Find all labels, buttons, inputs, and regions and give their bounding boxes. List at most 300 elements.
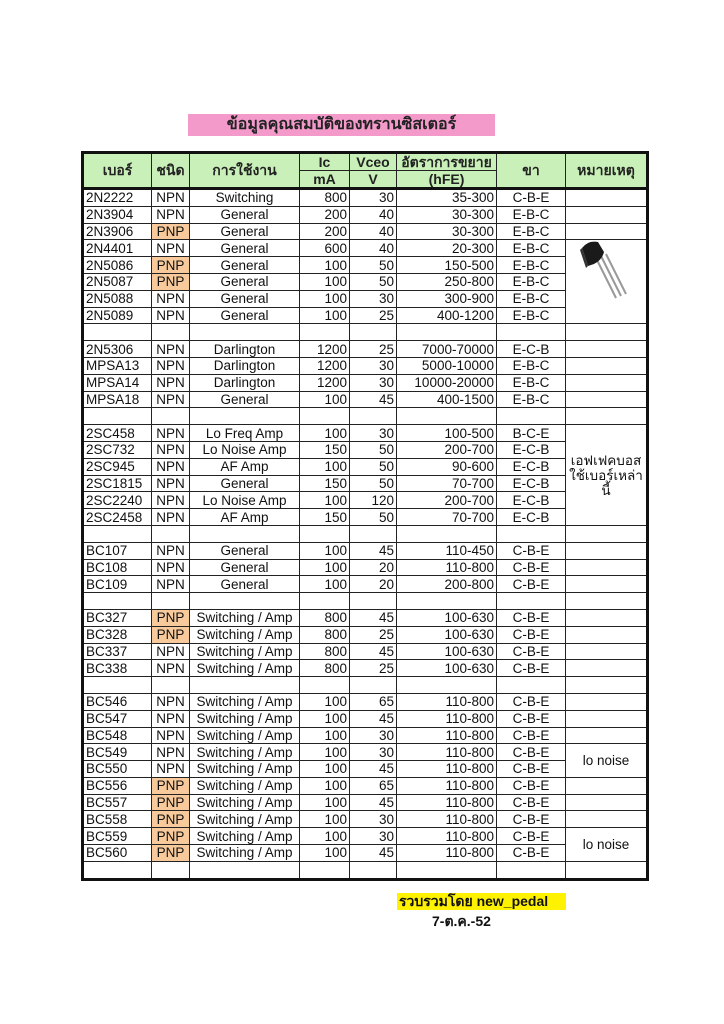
pins-cell: C-B-E <box>497 828 566 845</box>
ic-cell: 100 <box>300 794 350 811</box>
hfe-cell: 90-600 <box>397 458 497 475</box>
part-number-cell: 2N3906 <box>83 223 152 240</box>
empty-cell <box>152 408 190 425</box>
remark-cell <box>566 811 648 828</box>
usage-cell: Switching / Amp <box>190 761 300 778</box>
ic-cell: 100 <box>300 845 350 862</box>
header-usage: การใช้งาน <box>190 153 300 189</box>
part-number-cell: BC107 <box>83 542 152 559</box>
part-number-cell: 2SC2240 <box>83 492 152 509</box>
vceo-cell: 45 <box>350 761 397 778</box>
usage-cell: General <box>190 391 300 408</box>
part-number-cell: 2SC1815 <box>83 475 152 492</box>
header-type: ชนิด <box>152 153 190 189</box>
table-row <box>83 240 648 257</box>
empty-cell <box>83 525 152 542</box>
hfe-cell: 110-800 <box>397 761 497 778</box>
empty-cell <box>350 677 397 694</box>
pins-cell: E-B-C <box>497 223 566 240</box>
pins-cell: E-C-B <box>497 458 566 475</box>
header-vceo: Vceo <box>350 153 397 171</box>
credit-label: รวบรวมโดย new_pedal <box>397 893 566 910</box>
empty-cell <box>190 408 300 425</box>
usage-cell: AF Amp <box>190 458 300 475</box>
vceo-cell: 45 <box>350 794 397 811</box>
usage-cell: Switching / Amp <box>190 727 300 744</box>
blank-row <box>83 677 648 694</box>
empty-cell <box>397 408 497 425</box>
table-row <box>83 441 648 458</box>
part-number-cell: MPSA13 <box>83 357 152 374</box>
table-row <box>83 542 648 559</box>
empty-cell <box>190 324 300 341</box>
empty-cell <box>350 525 397 542</box>
table-body <box>83 189 648 880</box>
type-cell: NPN <box>152 391 190 408</box>
empty-cell <box>566 324 648 341</box>
part-number-cell: 2N5087 <box>83 273 152 290</box>
empty-cell <box>350 861 397 879</box>
vceo-cell: 50 <box>350 475 397 492</box>
hfe-cell: 110-800 <box>397 845 497 862</box>
type-cell: PNP <box>152 626 190 643</box>
ic-cell: 100 <box>300 727 350 744</box>
remark-cell <box>566 777 648 794</box>
remark-cell <box>566 206 648 223</box>
type-cell: NPN <box>152 492 190 509</box>
type-cell: NPN <box>152 693 190 710</box>
usage-cell: Switching / Amp <box>190 626 300 643</box>
type-cell: NPN <box>152 660 190 677</box>
table-row <box>83 710 648 727</box>
ic-cell: 800 <box>300 626 350 643</box>
hfe-cell: 110-800 <box>397 777 497 794</box>
pins-cell: C-B-E <box>497 710 566 727</box>
transistor-icon <box>574 238 634 304</box>
ic-cell: 100 <box>300 290 350 307</box>
empty-cell <box>497 593 566 610</box>
pins-cell: C-B-E <box>497 761 566 778</box>
type-cell: NPN <box>152 761 190 778</box>
ic-cell: 1200 <box>300 357 350 374</box>
table-row <box>83 374 648 391</box>
empty-cell <box>350 324 397 341</box>
remark-cell <box>566 660 648 677</box>
header-remark: หมายเหตุ <box>566 153 648 189</box>
usage-cell: Switching / Amp <box>190 794 300 811</box>
ic-cell: 800 <box>300 660 350 677</box>
ic-cell: 1200 <box>300 374 350 391</box>
part-number-cell: BC327 <box>83 609 152 626</box>
blank-row <box>83 525 648 542</box>
remark-cell <box>566 710 648 727</box>
remark-cell <box>566 542 648 559</box>
type-cell: PNP <box>152 273 190 290</box>
ic-cell: 800 <box>300 189 350 207</box>
pins-cell: E-B-C <box>497 307 566 324</box>
vceo-cell: 30 <box>350 374 397 391</box>
pins-cell: C-B-E <box>497 542 566 559</box>
usage-cell: Lo Freq Amp <box>190 425 300 442</box>
ic-cell: 150 <box>300 509 350 526</box>
usage-cell: Lo Noise Amp <box>190 441 300 458</box>
ic-cell: 800 <box>300 643 350 660</box>
usage-cell: Lo Noise Amp <box>190 492 300 509</box>
hfe-cell: 110-800 <box>397 794 497 811</box>
usage-cell: Switching / Amp <box>190 693 300 710</box>
pins-cell: C-B-E <box>497 576 566 593</box>
hfe-cell: 30-300 <box>397 206 497 223</box>
vceo-cell: 40 <box>350 206 397 223</box>
pins-cell: C-B-E <box>497 189 566 207</box>
vceo-cell: 45 <box>350 609 397 626</box>
hfe-cell: 200-700 <box>397 492 497 509</box>
remark-cell <box>566 626 648 643</box>
empty-cell <box>566 677 648 694</box>
usage-cell: Darlington <box>190 341 300 358</box>
table-row <box>83 475 648 492</box>
type-cell: PNP <box>152 828 190 845</box>
remark-cell <box>566 374 648 391</box>
empty-cell <box>566 593 648 610</box>
ic-cell: 100 <box>300 307 350 324</box>
part-number-cell: BC556 <box>83 777 152 794</box>
type-cell: NPN <box>152 357 190 374</box>
hfe-cell: 70-700 <box>397 475 497 492</box>
vceo-cell: 45 <box>350 643 397 660</box>
hfe-cell: 110-800 <box>397 559 497 576</box>
table-row <box>83 845 648 862</box>
usage-cell: General <box>190 206 300 223</box>
hfe-cell: 100-500 <box>397 425 497 442</box>
part-number-cell: BC546 <box>83 693 152 710</box>
empty-cell <box>350 593 397 610</box>
table-row <box>83 425 648 442</box>
part-number-cell: BC548 <box>83 727 152 744</box>
usage-cell: Switching / Amp <box>190 845 300 862</box>
table-row <box>83 458 648 475</box>
empty-cell <box>300 593 350 610</box>
empty-cell <box>300 408 350 425</box>
remark-cell <box>566 643 648 660</box>
ic-cell: 100 <box>300 710 350 727</box>
header-ic-unit: mA <box>300 171 350 189</box>
vceo-cell: 20 <box>350 559 397 576</box>
vceo-cell: 45 <box>350 542 397 559</box>
hfe-cell: 110-800 <box>397 811 497 828</box>
type-cell: NPN <box>152 576 190 593</box>
vceo-cell: 50 <box>350 441 397 458</box>
empty-cell <box>566 408 648 425</box>
usage-cell: Switching / Amp <box>190 811 300 828</box>
empty-cell <box>566 861 648 879</box>
type-cell: NPN <box>152 307 190 324</box>
table-row <box>83 223 648 240</box>
usage-cell: General <box>190 576 300 593</box>
table-row <box>83 626 648 643</box>
empty-cell <box>83 593 152 610</box>
blank-row <box>83 324 648 341</box>
remark-effects: เอฟเฟคบอส ใช้เบอร์เหล่านี้ <box>566 425 648 526</box>
usage-cell: General <box>190 273 300 290</box>
ic-cell: 800 <box>300 609 350 626</box>
ic-cell: 100 <box>300 425 350 442</box>
hfe-cell: 400-1200 <box>397 307 497 324</box>
part-number-cell: BC549 <box>83 744 152 761</box>
pins-cell: C-B-E <box>497 794 566 811</box>
hfe-cell: 100-630 <box>397 660 497 677</box>
ic-cell: 100 <box>300 542 350 559</box>
table-row <box>83 609 648 626</box>
hfe-cell: 300-900 <box>397 290 497 307</box>
part-number-cell: BC550 <box>83 761 152 778</box>
remark-cell <box>566 727 648 744</box>
hfe-cell: 30-300 <box>397 223 497 240</box>
empty-cell <box>190 593 300 610</box>
empty-cell <box>497 324 566 341</box>
empty-cell <box>397 593 497 610</box>
vceo-cell: 25 <box>350 307 397 324</box>
blank-row <box>83 861 648 879</box>
ic-cell: 100 <box>300 576 350 593</box>
empty-cell <box>497 408 566 425</box>
vceo-cell: 30 <box>350 189 397 207</box>
table-row <box>83 492 648 509</box>
empty-cell <box>190 525 300 542</box>
empty-cell <box>397 677 497 694</box>
ic-cell: 100 <box>300 777 350 794</box>
pins-cell: E-C-B <box>497 475 566 492</box>
empty-cell <box>300 525 350 542</box>
type-cell: PNP <box>152 223 190 240</box>
hfe-cell: 150-500 <box>397 257 497 274</box>
blank-row <box>83 408 648 425</box>
table-row <box>83 828 648 845</box>
part-number-cell: 2N5089 <box>83 307 152 324</box>
ic-cell: 600 <box>300 240 350 257</box>
pins-cell: C-B-E <box>497 744 566 761</box>
type-cell: NPN <box>152 374 190 391</box>
pins-cell: C-B-E <box>497 609 566 626</box>
vceo-cell: 45 <box>350 845 397 862</box>
table-row <box>83 693 648 710</box>
hfe-cell: 200-800 <box>397 576 497 593</box>
pins-cell: E-B-C <box>497 240 566 257</box>
table-row <box>83 727 648 744</box>
table-row <box>83 290 648 307</box>
remark-cell <box>566 609 648 626</box>
empty-cell <box>497 677 566 694</box>
pins-cell: E-C-B <box>497 441 566 458</box>
usage-cell: General <box>190 240 300 257</box>
remark-cell <box>566 794 648 811</box>
empty-cell <box>566 525 648 542</box>
part-number-cell: BC557 <box>83 794 152 811</box>
hfe-cell: 400-1500 <box>397 391 497 408</box>
table-row <box>83 307 648 324</box>
vceo-cell: 30 <box>350 828 397 845</box>
hfe-cell: 200-700 <box>397 441 497 458</box>
pins-cell: C-B-E <box>497 693 566 710</box>
pins-cell: E-B-C <box>497 391 566 408</box>
pins-cell: E-B-C <box>497 374 566 391</box>
type-cell: NPN <box>152 542 190 559</box>
header-gain-unit: (hFE) <box>397 171 497 189</box>
type-cell: NPN <box>152 425 190 442</box>
part-number-cell: MPSA14 <box>83 374 152 391</box>
remark-cell <box>566 357 648 374</box>
hfe-cell: 110-800 <box>397 744 497 761</box>
type-cell: NPN <box>152 559 190 576</box>
vceo-cell: 50 <box>350 458 397 475</box>
vceo-cell: 30 <box>350 727 397 744</box>
part-number-cell: 2N5306 <box>83 341 152 358</box>
hfe-cell: 7000-70000 <box>397 341 497 358</box>
usage-cell: General <box>190 257 300 274</box>
vceo-cell: 25 <box>350 660 397 677</box>
vceo-cell: 30 <box>350 744 397 761</box>
header-gain: อัตราการขยาย <box>397 153 497 171</box>
table-row <box>83 273 648 290</box>
part-number-cell: 2SC945 <box>83 458 152 475</box>
ic-cell: 100 <box>300 828 350 845</box>
vceo-cell: 65 <box>350 693 397 710</box>
table-row <box>83 206 648 223</box>
part-number-cell: BC547 <box>83 710 152 727</box>
vceo-cell: 65 <box>350 777 397 794</box>
remark-cell <box>566 576 648 593</box>
part-number-cell: BC558 <box>83 811 152 828</box>
part-number-cell: BC338 <box>83 660 152 677</box>
part-number-cell: BC560 <box>83 845 152 862</box>
hfe-cell: 110-800 <box>397 727 497 744</box>
type-cell: NPN <box>152 206 190 223</box>
usage-cell: Switching <box>190 189 300 207</box>
empty-cell <box>350 408 397 425</box>
ic-cell: 100 <box>300 492 350 509</box>
ic-cell: 100 <box>300 559 350 576</box>
part-number-cell: 2N5086 <box>83 257 152 274</box>
hfe-cell: 70-700 <box>397 509 497 526</box>
part-number-cell: 2SC458 <box>83 425 152 442</box>
table-row <box>83 660 648 677</box>
ic-cell: 200 <box>300 223 350 240</box>
table-row <box>83 357 648 374</box>
table-row <box>83 189 648 207</box>
empty-cell <box>83 677 152 694</box>
empty-cell <box>83 861 152 879</box>
remark-cell <box>566 391 648 408</box>
empty-cell <box>397 861 497 879</box>
page-title: ข้อมูลคุณสมบัติของทรานซิสเตอร์ <box>188 114 495 136</box>
pins-cell: C-B-E <box>497 559 566 576</box>
type-cell: NPN <box>152 710 190 727</box>
type-cell: NPN <box>152 458 190 475</box>
empty-cell <box>152 861 190 879</box>
hfe-cell: 110-800 <box>397 828 497 845</box>
part-number-cell: 2N3904 <box>83 206 152 223</box>
ic-cell: 100 <box>300 693 350 710</box>
vceo-cell: 50 <box>350 509 397 526</box>
table-row <box>83 576 648 593</box>
empty-cell <box>152 525 190 542</box>
remark-lo-noise-npn: lo noise <box>566 744 648 778</box>
type-cell: NPN <box>152 441 190 458</box>
usage-cell: General <box>190 290 300 307</box>
usage-cell: Switching / Amp <box>190 643 300 660</box>
ic-cell: 100 <box>300 257 350 274</box>
ic-cell: 200 <box>300 206 350 223</box>
usage-cell: Switching / Amp <box>190 777 300 794</box>
type-cell: NPN <box>152 290 190 307</box>
pins-cell: C-B-E <box>497 643 566 660</box>
vceo-cell: 30 <box>350 425 397 442</box>
vceo-cell: 25 <box>350 626 397 643</box>
header-number: เบอร์ <box>83 153 152 189</box>
vceo-cell: 45 <box>350 710 397 727</box>
hfe-cell: 100-630 <box>397 609 497 626</box>
vceo-cell: 30 <box>350 357 397 374</box>
empty-cell <box>300 324 350 341</box>
table-row <box>83 643 648 660</box>
pins-cell: C-B-E <box>497 845 566 862</box>
ic-cell: 100 <box>300 273 350 290</box>
part-number-cell: 2N2222 <box>83 189 152 207</box>
usage-cell: Switching / Amp <box>190 744 300 761</box>
part-number-cell: 2N5088 <box>83 290 152 307</box>
hfe-cell: 100-630 <box>397 643 497 660</box>
table-row <box>83 341 648 358</box>
type-cell: PNP <box>152 811 190 828</box>
usage-cell: Darlington <box>190 357 300 374</box>
part-number-cell: 2N4401 <box>83 240 152 257</box>
type-cell: NPN <box>152 240 190 257</box>
pins-cell: E-B-C <box>497 257 566 274</box>
pins-cell: E-B-C <box>497 206 566 223</box>
pins-cell: E-B-C <box>497 273 566 290</box>
table-row <box>83 744 648 761</box>
empty-cell <box>190 677 300 694</box>
hfe-cell: 5000-10000 <box>397 357 497 374</box>
empty-cell <box>152 324 190 341</box>
blank-row <box>83 593 648 610</box>
type-cell: PNP <box>152 845 190 862</box>
type-cell: NPN <box>152 475 190 492</box>
date-label: 7-ต.ค.-52 <box>432 913 491 929</box>
usage-cell: General <box>190 223 300 240</box>
table-row <box>83 794 648 811</box>
table-row <box>83 509 648 526</box>
usage-cell: General <box>190 559 300 576</box>
ic-cell: 100 <box>300 458 350 475</box>
remark-lo-noise-pnp: lo noise <box>566 828 648 862</box>
ic-cell: 100 <box>300 391 350 408</box>
pins-cell: E-C-B <box>497 341 566 358</box>
header-vceo-unit: V <box>350 171 397 189</box>
empty-cell <box>497 525 566 542</box>
ic-cell: 1200 <box>300 341 350 358</box>
type-cell: PNP <box>152 257 190 274</box>
ic-cell: 100 <box>300 811 350 828</box>
type-cell: NPN <box>152 744 190 761</box>
type-cell: NPN <box>152 341 190 358</box>
pins-cell: E-B-C <box>497 357 566 374</box>
hfe-cell: 110-800 <box>397 710 497 727</box>
part-number-cell: BC109 <box>83 576 152 593</box>
table-row <box>83 777 648 794</box>
hfe-cell: 250-800 <box>397 273 497 290</box>
remark-cell <box>566 189 648 207</box>
